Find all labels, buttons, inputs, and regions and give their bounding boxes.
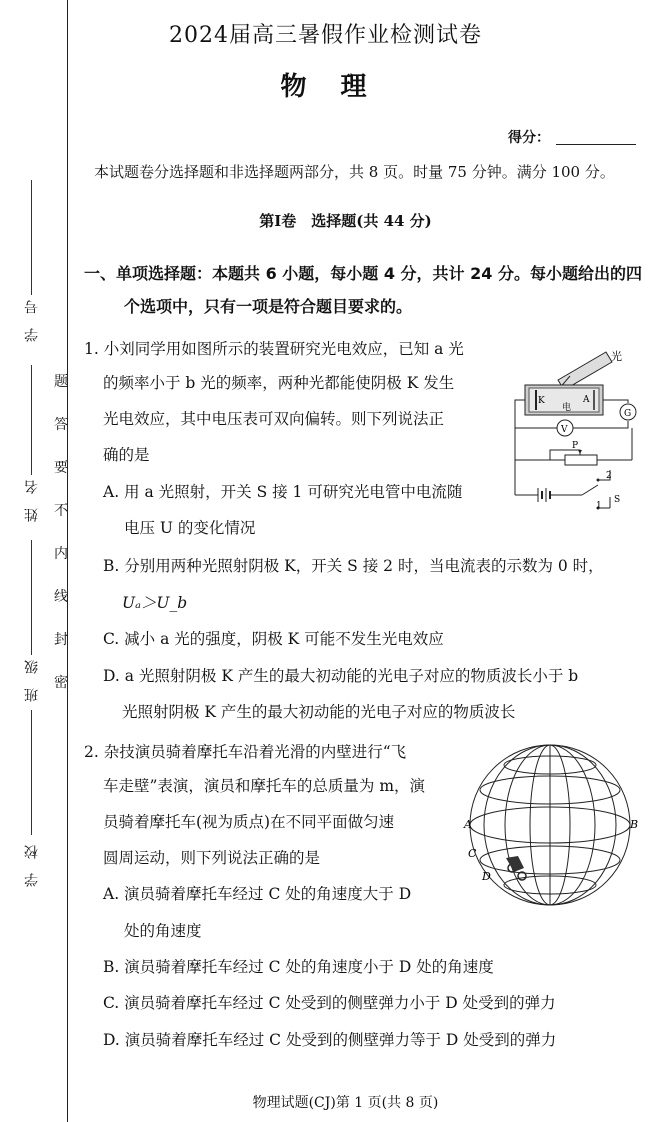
q1-option-a-cont: 电压 U 的变化情况 — [124, 519, 256, 537]
voltmeter-label: V — [561, 425, 568, 435]
seal-char: 要 — [54, 460, 68, 476]
q2-stem-line: 员骑着摩托车(视为质点)在不同平面做匀速 — [103, 813, 395, 831]
switch-label: S — [614, 495, 621, 505]
q2-option-d: D. 演员骑着摩托车经过 C 处受到的侧壁弹力等于 D 处受到的弹力 — [103, 1031, 557, 1049]
switch-pos-2: 2 — [606, 471, 612, 481]
photoelectric-circuit-figure — [510, 340, 640, 510]
q1-option-d-cont: 光照射阴极 K 产生的最大初动能的光电子对应的物质波长 — [122, 703, 516, 721]
q1-stem-line: 光电效应，其中电压表可双向偏转。则下列说法正 — [103, 410, 445, 428]
point-b-label: B — [630, 818, 639, 831]
cathode-label: K — [538, 396, 545, 406]
galvanometer-label: G — [624, 409, 632, 419]
score-blank — [556, 144, 636, 145]
anode-label: A — [583, 395, 590, 405]
rheostat-slider — [578, 450, 582, 454]
point-c-label: C — [468, 847, 477, 860]
q2-option-c: C. 演员骑着摩托车经过 C 处受到的侧壁弹力小于 D 处受到的弹力 — [103, 994, 556, 1012]
q1-stem-line: 1. 小刘同学用如图所示的装置研究光电效应，已知 a 光 — [84, 340, 464, 358]
rheostat — [565, 455, 597, 465]
intro-text: 本试题卷分选择题和非选择题两部分，共 8 页。时量 75 分钟。满分 100 分。 — [94, 163, 615, 181]
q2-stem-line: 2. 杂技演员骑着摩托车沿着光滑的内壁进行“飞 — [84, 743, 407, 761]
subject-title: 物 理 — [280, 72, 371, 102]
q2-option-a: A. 演员骑着摩托车经过 C 处的角速度大于 D — [103, 885, 412, 903]
light-label: 光 — [611, 350, 622, 363]
seal-char: 线 — [54, 589, 68, 605]
q1-stem-line: 的频率小于 b 光的频率，两种光都能使阴极 K 发生 — [103, 374, 455, 392]
light-beam — [558, 352, 612, 390]
school-line — [31, 710, 32, 835]
globe-wireframe — [470, 745, 630, 905]
point-a-label: A — [464, 818, 472, 831]
exam-title: 2024届高三暑假作业检测试卷 — [169, 23, 482, 48]
point-d-label: D — [482, 870, 491, 883]
q1-option-d: D. a 光照射阴极 K 产生的最大初动能的光电子对应的物质波长小于 b — [103, 667, 579, 685]
seal-char: 答 — [54, 417, 68, 433]
class-label: 班 级 — [24, 660, 40, 702]
q2-stem-line: 车走壁”表演，演员和摩托车的总质量为 m，演 — [103, 777, 426, 795]
tube-label: 电 — [562, 403, 572, 413]
seal-char: 题 — [54, 374, 68, 390]
student-id-label: 学 号 — [24, 300, 40, 342]
q1-option-b-cont: Uₐ＞U_b — [122, 594, 188, 612]
slider-label: P — [572, 441, 579, 451]
seal-char: 密 — [54, 675, 68, 691]
q2-stem-line: 圆周运动，则下列说法正确的是 — [103, 849, 321, 867]
switch-pos-1: 1 — [596, 501, 602, 510]
part1-heading-line2: 个选项中，只有一项是符合题目要求的。 — [124, 297, 413, 316]
q2-option-b: B. 演员骑着摩托车经过 C 处的角速度小于 D 处的角速度 — [103, 958, 494, 976]
seal-char: 封 — [54, 632, 68, 648]
part1-heading-line1: 一、单项选择题：本题共 6 小题，每小题 4 分，共计 24 分。每小题给出的四 — [84, 264, 642, 283]
student-id-line — [31, 180, 32, 295]
section-title: 第Ⅰ卷 选择题(共 44 分) — [259, 212, 432, 230]
score-label: 得分： — [508, 130, 550, 146]
school-label: 学 校 — [24, 845, 40, 887]
class-line — [31, 540, 32, 655]
name-line — [31, 365, 32, 475]
page-footer: 物理试题(CJ)第 1 页(共 8 页) — [252, 1095, 439, 1111]
seal-char: 内 — [54, 546, 68, 562]
q1-stem-line: 确的是 — [103, 446, 150, 464]
q1-option-a: A. 用 a 光照射，开关 S 接 1 可研究光电管中电流随 — [103, 483, 463, 501]
q2-option-a-cont: 处的角速度 — [124, 922, 202, 940]
circuit-wires — [515, 400, 632, 508]
q1-option-c: C. 减小 a 光的强度，阴极 K 可能不发生光电效应 — [103, 630, 444, 648]
globe-figure — [460, 740, 640, 910]
battery — [538, 488, 550, 502]
seal-char: 不 — [54, 503, 68, 519]
switch-arm — [582, 485, 598, 495]
switch-contact-2 — [597, 479, 600, 482]
q1-option-b: B. 分别用两种光照射阴极 K，开关 S 接 2 时，当电流表的示数为 0 时， — [103, 557, 604, 575]
name-label: 姓 名 — [24, 480, 40, 522]
